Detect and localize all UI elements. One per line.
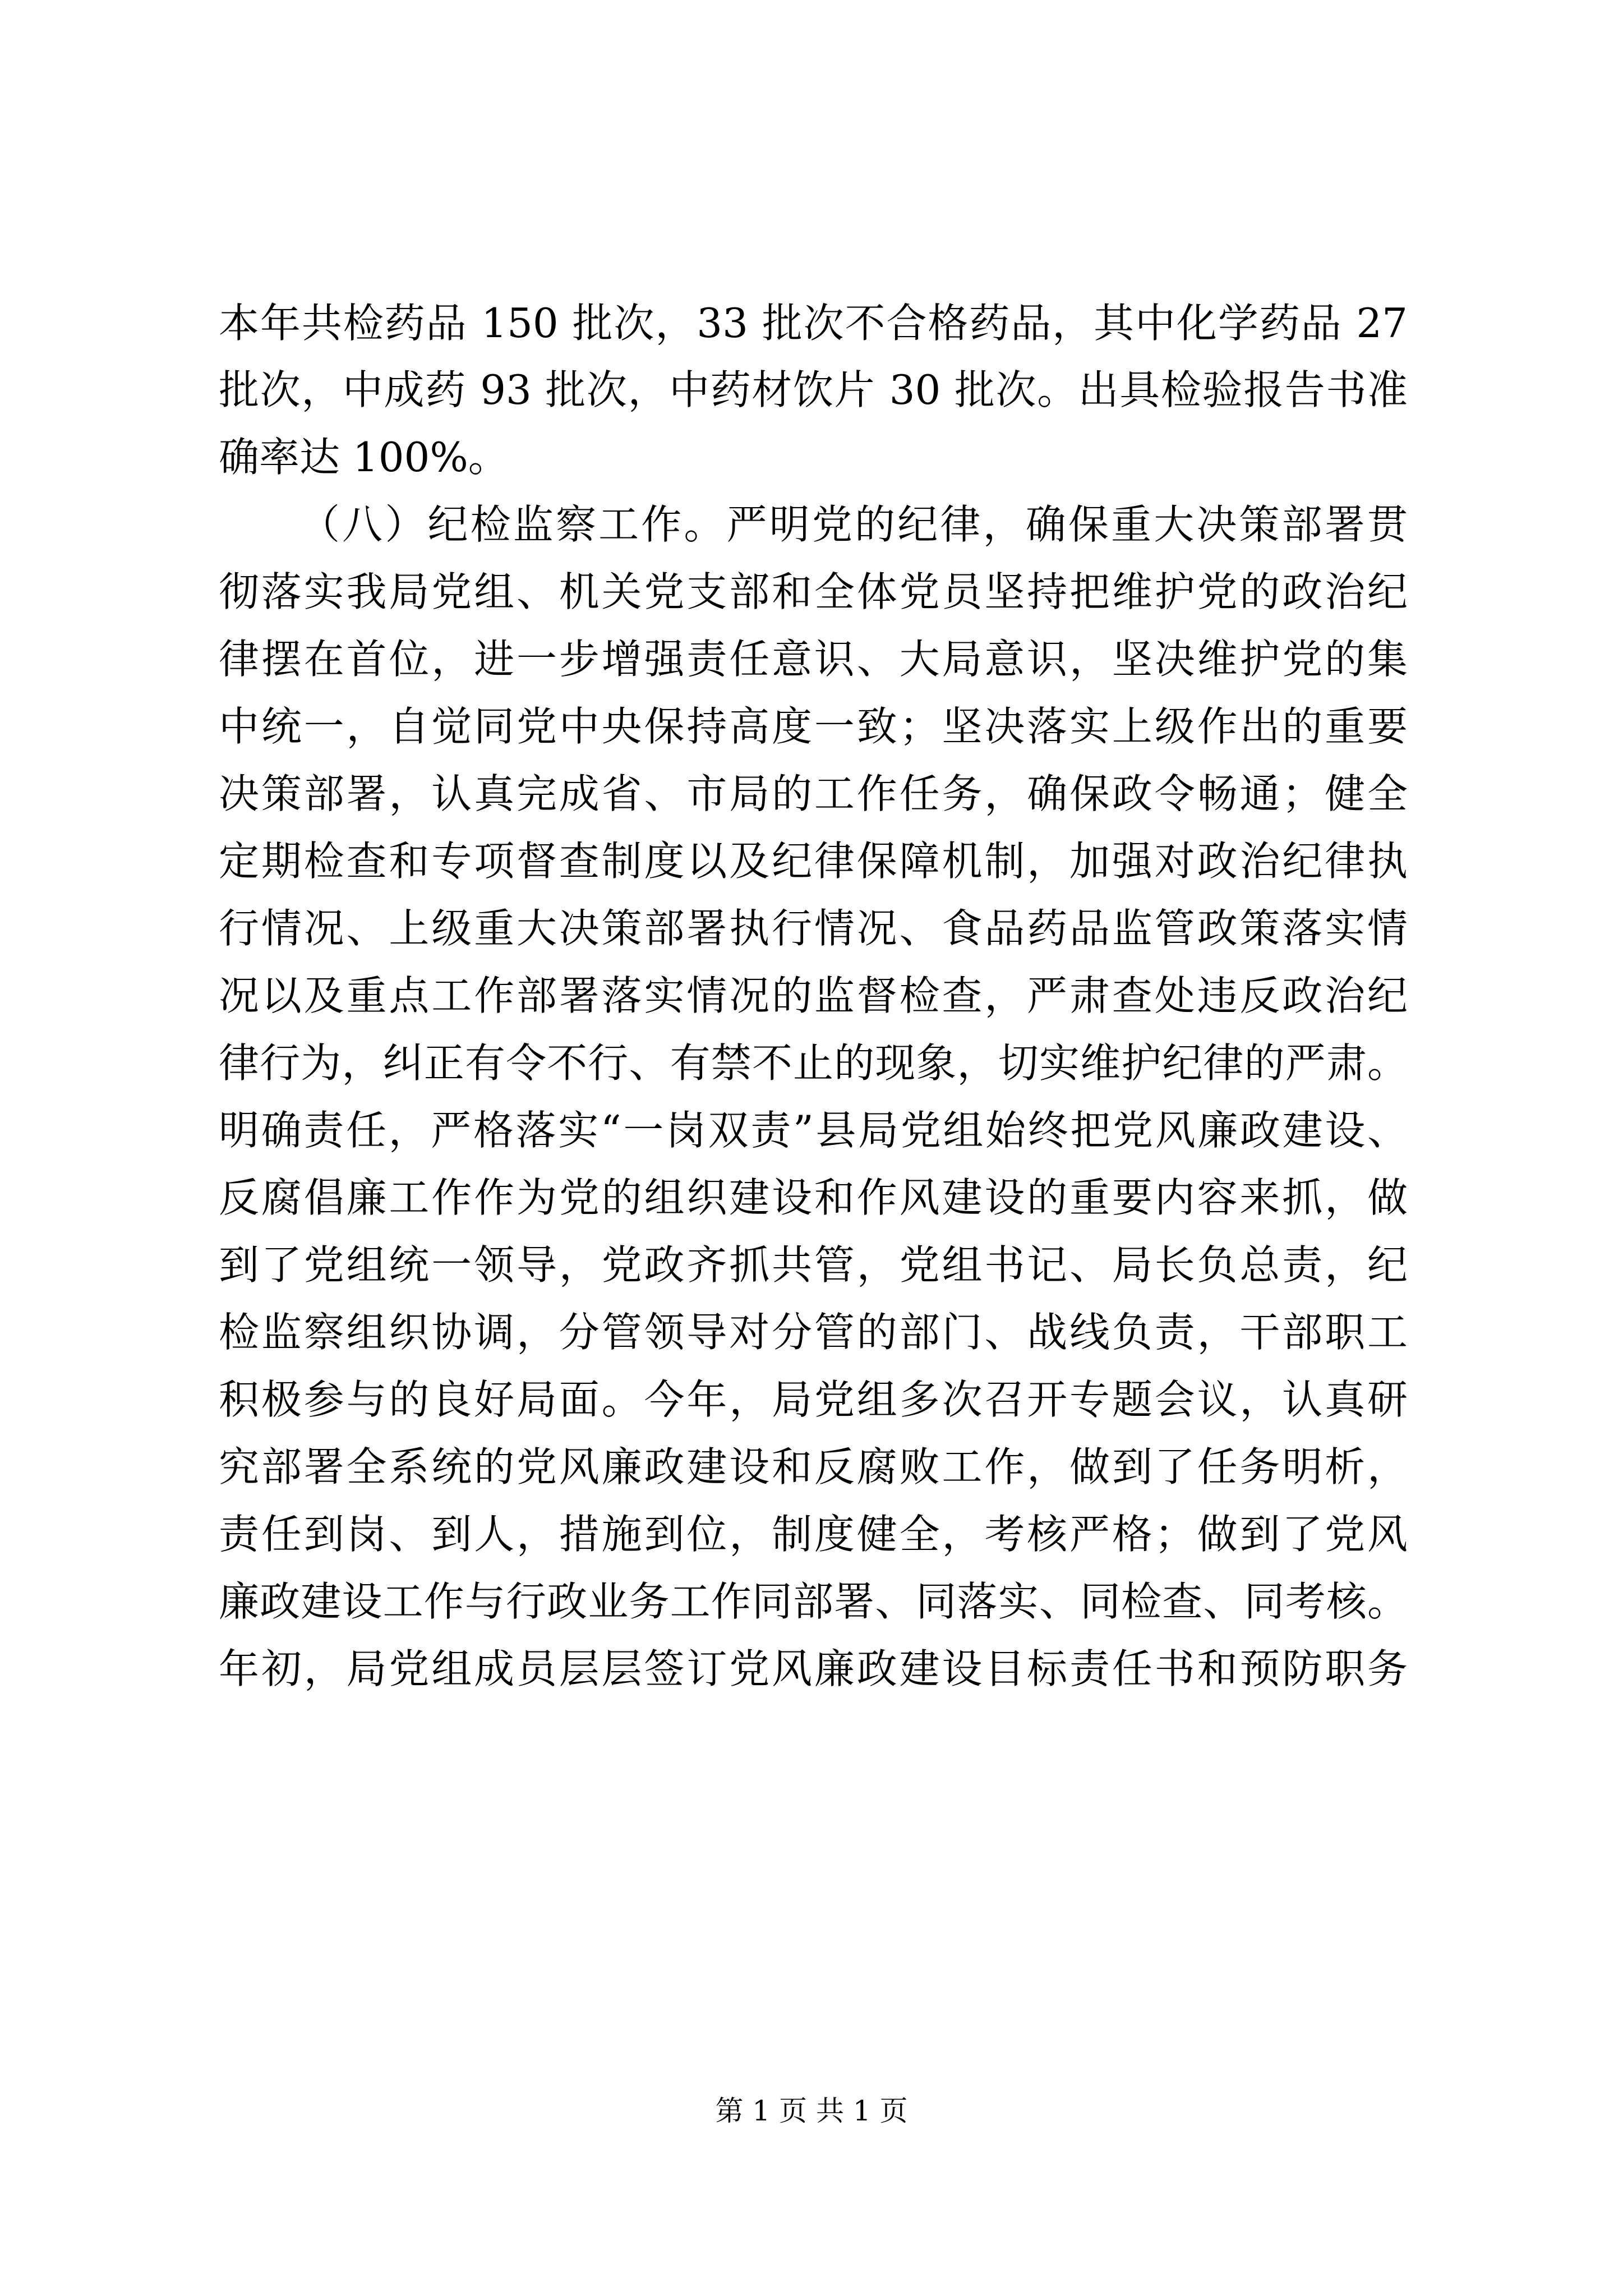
text-line: 检监察组织协调，分管领导对分管的部门、战线负责，干部职工 <box>219 1309 1408 1356</box>
text-line: 确率达 100%。 <box>219 434 509 481</box>
text-line: 积极参与的良好局面。今年，局党组多次召开专题会议，认真研 <box>219 1376 1408 1423</box>
text-line: 本年共检药品 150 批次，33 批次不合格药品，其中化学药品 27 <box>219 300 1408 347</box>
page-footer: 第 1 页 共 1 页 <box>715 2095 908 2127</box>
text-line: 廉政建设工作与行政业务工作同部署、同落实、同检查、同考核。 <box>219 1578 1408 1625</box>
text-line: 反腐倡廉工作作为党的组织建设和作风建设的重要内容来抓，做 <box>219 1174 1408 1221</box>
text-line: 中统一，自觉同党中央保持高度一致；坚决落实上级作出的重要 <box>219 703 1408 750</box>
text-line: 到了党组统一领导，党政齐抓共管，党组书记、局长负总责，纪 <box>219 1241 1408 1289</box>
text-line: 责任到岗、到人，措施到位，制度健全，考核严格；做到了党风 <box>219 1511 1408 1558</box>
text-line: 彻落实我局党组、机关党支部和全体党员坚持把维护党的政治纪 <box>219 568 1408 615</box>
text-line: 批次，中成药 93 批次，中药材饮片 30 批次。出具检验报告书准 <box>219 366 1408 413</box>
text-line: 况以及重点工作部署落实情况的监督检查，严肃查处违反政治纪 <box>219 972 1408 1019</box>
text-line: 明确责任，严格落实“一岗双责”县局党组始终把党风廉政建设、 <box>219 1107 1408 1154</box>
text-line: 定期检查和专项督查制度以及纪律保障机制，加强对政治纪律执 <box>219 838 1408 885</box>
paragraph-heading-line: （八）纪检监察工作。严明党的纪律，确保重大决策部署贯 <box>299 501 1408 548</box>
text-line: 究部署全系统的党风廉政建设和反腐败工作，做到了任务明析， <box>219 1443 1408 1490</box>
text-line: 律行为，纠正有令不行、有禁不止的现象，切实维护纪律的严肃。 <box>219 1039 1408 1087</box>
text-line: 行情况、上级重大决策部署执行情况、食品药品监管政策落实情 <box>219 905 1408 952</box>
text-line: 决策部署，认真完成省、市局的工作任务，确保政令畅通；健全 <box>219 770 1408 817</box>
text-line: 年初，局党组成员层层签订党风廉政建设目标责任书和预防职务 <box>219 1645 1408 1692</box>
text-line: 律摆在首位，进一步增强责任意识、大局意识，坚决维护党的集 <box>219 636 1408 683</box>
